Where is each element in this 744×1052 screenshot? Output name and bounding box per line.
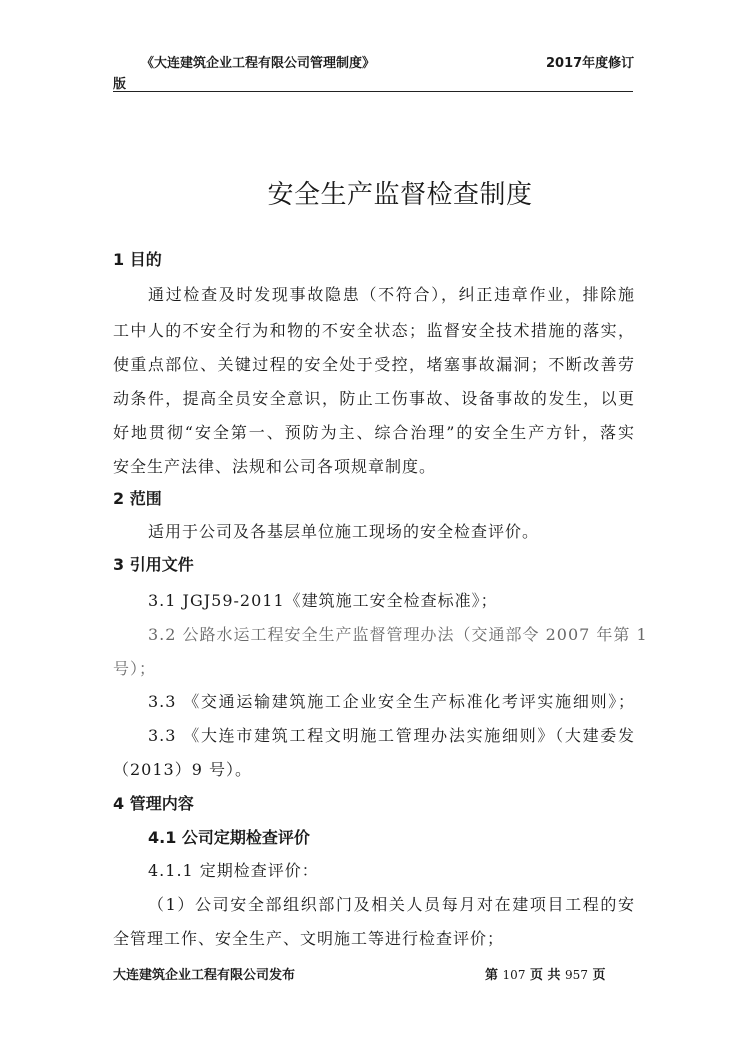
header-doc-name: 《大连建筑企业工程有限公司管理制度》 bbox=[141, 56, 376, 71]
footer-page-prefix: 第 bbox=[485, 968, 499, 983]
subsection-4-1-heading: 4.1 公司定期检查评价 bbox=[148, 828, 310, 847]
page-title: 安全生产监督检查制度 bbox=[267, 180, 533, 210]
footer-page-number bbox=[485, 964, 606, 983]
footer-page-suffix: 页 bbox=[592, 968, 606, 983]
footer-page-mid: 页 共 bbox=[529, 968, 561, 983]
reference-3-3b: 3.3 《大连市建筑工程文明施工管理办法实施细则》（大建委发 bbox=[148, 726, 635, 745]
section-2-heading: 2 范围 bbox=[113, 489, 162, 508]
reference-3-3: 3.3 《交通运输建筑施工企业安全生产标准化考评实施细则》； bbox=[148, 692, 635, 711]
footer-publisher: 大连建筑企业工程有限公司发布 bbox=[113, 968, 296, 983]
section-1-line: 动条件，提高全员安全意识，防止工伤事故、设备事故的发生，以更 bbox=[113, 389, 635, 408]
section-2-line: 适用于公司及各基层单位施工现场的安全检查评价。 bbox=[148, 522, 540, 541]
footer-page-current: 107 bbox=[502, 968, 526, 982]
header-revision: 2017年度修订 bbox=[546, 56, 635, 71]
section-1-line: 通过检查及时发现事故隐患（不符合），纠正违章作业，排除施 bbox=[148, 285, 635, 304]
section-3-heading: 3 引用文件 bbox=[113, 555, 194, 574]
footer-page-total: 957 bbox=[565, 968, 588, 982]
section-1-line: 安全生产法律、法规和公司各项规章制度。 bbox=[113, 457, 437, 476]
header-revision-wrap: 版 bbox=[113, 77, 127, 92]
item-1-line-continued: 全管理工作、安全生产、文明施工等进行检查评价； bbox=[113, 929, 505, 948]
section-1-line: 好地贯彻“安全第一、预防为主、综合治理”的安全生产方针，落实 bbox=[113, 423, 635, 442]
reference-3-2-continued: 号）； bbox=[113, 659, 157, 678]
section-1-heading: 1 目的 bbox=[113, 250, 162, 269]
header-divider bbox=[113, 91, 633, 92]
reference-3-1: 3.1 JGJ59-2011《建筑施工安全检查标准》； bbox=[148, 591, 498, 610]
item-1-line: （1）公司安全部组织部门及相关人员每月对在建项目工程的安 bbox=[148, 895, 635, 914]
section-4-heading: 4 管理内容 bbox=[113, 794, 194, 813]
section-1-line: 工中人的不安全行为和物的不安全状态；监督安全技术措施的落实， bbox=[113, 321, 635, 340]
reference-3-2: 3.2 公路水运工程安全生产监督管理办法（交通部令 2007 年第 1 bbox=[148, 625, 648, 644]
section-1-line: 使重点部位、关键过程的安全处于受控，堵塞事故漏洞；不断改善劳 bbox=[113, 355, 635, 374]
reference-3-3b-continued: （2013）9 号）。 bbox=[113, 760, 252, 779]
subsection-4-1-1: 4.1.1 定期检查评价： bbox=[148, 861, 319, 880]
